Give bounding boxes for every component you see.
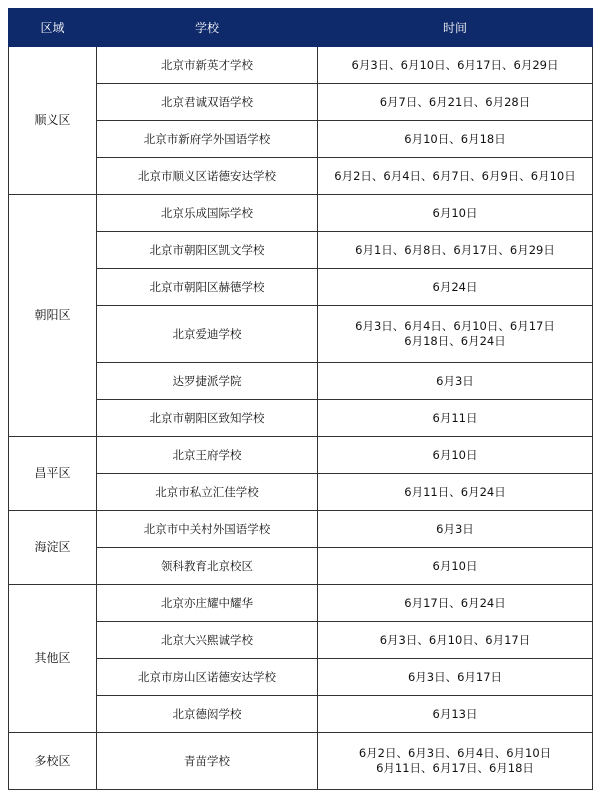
- school-cell: 北京乐成国际学校: [97, 195, 318, 232]
- date-line: 6月13日: [432, 706, 478, 721]
- table-row: [9, 195, 593, 232]
- school-cell: 青苗学校: [97, 733, 318, 790]
- time-cell: [318, 269, 593, 306]
- table-row: [9, 511, 593, 548]
- date-line: 6月17日、6月24日: [404, 595, 506, 610]
- table-row: [9, 363, 593, 400]
- region-cell: 多校区: [9, 733, 97, 790]
- time-cell: [318, 195, 593, 232]
- table-row: [9, 659, 593, 696]
- school-cell: 北京亦庄耀中耀华: [97, 585, 318, 622]
- header-time: 时间: [318, 9, 593, 47]
- table-row: [9, 733, 593, 790]
- time-cell: [318, 400, 593, 437]
- time-cell: [318, 511, 593, 548]
- header-school: 学校: [97, 9, 318, 47]
- table-row: [9, 158, 593, 195]
- table-row: [9, 696, 593, 733]
- table-row: [9, 232, 593, 269]
- time-cell: [318, 696, 593, 733]
- date-line: 6月11日: [432, 410, 478, 425]
- school-cell: 北京市顺义区诺德安达学校: [97, 158, 318, 195]
- school-cell: 北京市新府学外国语学校: [97, 121, 318, 158]
- table-row: [9, 585, 593, 622]
- date-line: 6月1日、6月8日、6月17日、6月29日: [355, 242, 555, 257]
- date-line: 6月7日、6月21日、6月28日: [379, 94, 531, 109]
- table-row: [9, 269, 593, 306]
- date-line: 6月3日: [436, 521, 474, 536]
- date-line: 6月10日: [432, 447, 478, 462]
- date-line: 6月2日、6月3日、6月4日、6月10日: [358, 746, 552, 760]
- date-line: 6月3日、6月10日、6月17日: [379, 632, 531, 647]
- school-cell: 北京市朝阳区赫德学校: [97, 269, 318, 306]
- table-row: [9, 548, 593, 585]
- school-cell: 北京爱迪学校: [97, 306, 318, 363]
- header-region: 区域: [9, 9, 97, 47]
- school-cell: 北京市朝阳区凯文学校: [97, 232, 318, 269]
- region-cell: 昌平区: [9, 437, 97, 511]
- schedule-table: [8, 8, 593, 790]
- time-cell: [318, 659, 593, 696]
- table-row: [9, 400, 593, 437]
- time-cell: [318, 363, 593, 400]
- time-cell: [318, 622, 593, 659]
- school-cell: 北京市新英才学校: [97, 47, 318, 84]
- table-row: [9, 474, 593, 511]
- school-cell: 北京市房山区诺德安达学校: [97, 659, 318, 696]
- table-row: [9, 84, 593, 121]
- school-cell: 北京大兴熙诚学校: [97, 622, 318, 659]
- school-cell: 北京市私立汇佳学校: [97, 474, 318, 511]
- date-line: 6月3日、6月10日、6月17日、6月29日: [351, 57, 559, 72]
- table-row: [9, 622, 593, 659]
- time-cell: [318, 84, 593, 121]
- date-line: 6月18日、6月24日: [404, 334, 506, 348]
- date-line: 6月11日、6月24日: [404, 484, 506, 499]
- time-cell: [318, 306, 593, 363]
- region-cell: 顺义区: [9, 47, 97, 195]
- schedule-table-container: [8, 8, 592, 790]
- date-line: 6月3日、6月4日、6月10日、6月17日: [355, 319, 555, 333]
- time-cell: [318, 733, 593, 790]
- time-cell: [318, 437, 593, 474]
- region-cell: 海淀区: [9, 511, 97, 585]
- time-cell: [318, 548, 593, 585]
- region-cell: 朝阳区: [9, 195, 97, 437]
- school-cell: 达罗捷派学院: [97, 363, 318, 400]
- table-body: [9, 47, 593, 790]
- date-line: 6月10日: [432, 558, 478, 573]
- school-cell: 北京君诚双语学校: [97, 84, 318, 121]
- date-line: 6月3日: [436, 373, 474, 388]
- table-row: [9, 306, 593, 363]
- school-cell: 北京王府学校: [97, 437, 318, 474]
- table-row: [9, 121, 593, 158]
- date-line: 6月10日、6月18日: [404, 131, 506, 146]
- time-cell: [318, 158, 593, 195]
- region-cell: 其他区: [9, 585, 97, 733]
- date-line: 6月10日: [432, 205, 478, 220]
- school-cell: 北京市朝阳区致知学校: [97, 400, 318, 437]
- date-line: 6月3日、6月17日: [407, 669, 503, 684]
- time-cell: [318, 121, 593, 158]
- time-cell: [318, 585, 593, 622]
- date-line: 6月24日: [432, 279, 478, 294]
- date-line: 6月11日、6月17日、6月18日: [376, 761, 534, 775]
- table-row: [9, 47, 593, 84]
- school-cell: 领科教育北京校区: [97, 548, 318, 585]
- time-cell: [318, 474, 593, 511]
- time-cell: [318, 232, 593, 269]
- school-cell: 北京德闳学校: [97, 696, 318, 733]
- header-row: [9, 9, 593, 47]
- time-cell: [318, 47, 593, 84]
- school-cell: 北京市中关村外国语学校: [97, 511, 318, 548]
- date-line: 6月2日、6月4日、6月7日、6月9日、6月10日: [334, 168, 576, 183]
- table-row: [9, 437, 593, 474]
